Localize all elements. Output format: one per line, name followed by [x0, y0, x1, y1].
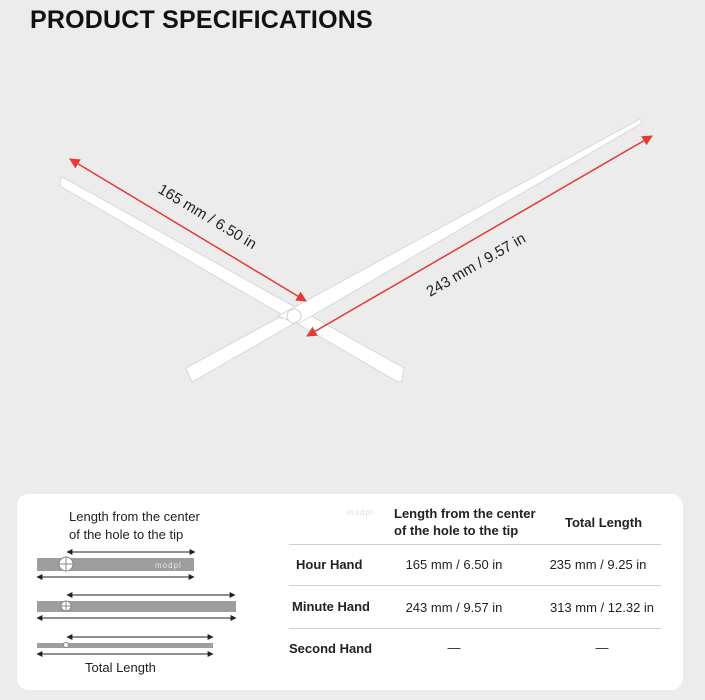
- row-name-minute: Minute Hand: [292, 599, 370, 614]
- cell-hour-total: 235 mm / 9.25 in: [549, 557, 647, 572]
- diagram-label-top-line2: of the hole to the tip: [69, 527, 184, 542]
- page-title: PRODUCT SPECIFICATIONS: [30, 6, 373, 34]
- table-divider: [289, 544, 661, 545]
- cell-minute-from-center: 243 mm / 9.57 in: [405, 600, 503, 615]
- table-divider: [289, 628, 661, 629]
- table-divider: [289, 585, 661, 586]
- minute-hand-tail: [186, 318, 300, 382]
- cell-second-total: —: [595, 640, 609, 655]
- header-total-length: Total Length: [565, 515, 643, 530]
- row-name-second: Second Hand: [289, 641, 373, 656]
- header-from-center-line2: of the hole to the tip: [394, 523, 519, 538]
- cell-minute-total: 313 mm / 12.32 in: [549, 600, 655, 615]
- header-from-center: [394, 505, 536, 539]
- cell-second-from-center: —: [447, 640, 461, 655]
- cell-hour-from-center: 165 mm / 6.50 in: [405, 557, 503, 572]
- spec-card: [17, 494, 683, 690]
- minute-dimension-label: 243 mm / 9.57 in: [423, 229, 529, 301]
- row-name-hour: Hour Hand: [296, 557, 363, 572]
- hub-icon: [287, 309, 301, 323]
- minute-hand: [278, 119, 642, 324]
- diagram-label-top-line1: Length from the center: [69, 509, 200, 524]
- table-brand-mark: modpl: [347, 508, 374, 517]
- hour-dimension-label: 165 mm / 6.50 in: [154, 180, 260, 253]
- diagram-label-bottom: Total Length: [85, 660, 156, 675]
- hour-dimension-arrow: [70, 159, 306, 301]
- header-from-center-line1: Length from the center: [394, 506, 536, 521]
- second-bar-hole-icon: [64, 643, 69, 648]
- bar-brand-mark: modpl: [155, 561, 182, 570]
- minute-dimension-arrow: [307, 136, 652, 336]
